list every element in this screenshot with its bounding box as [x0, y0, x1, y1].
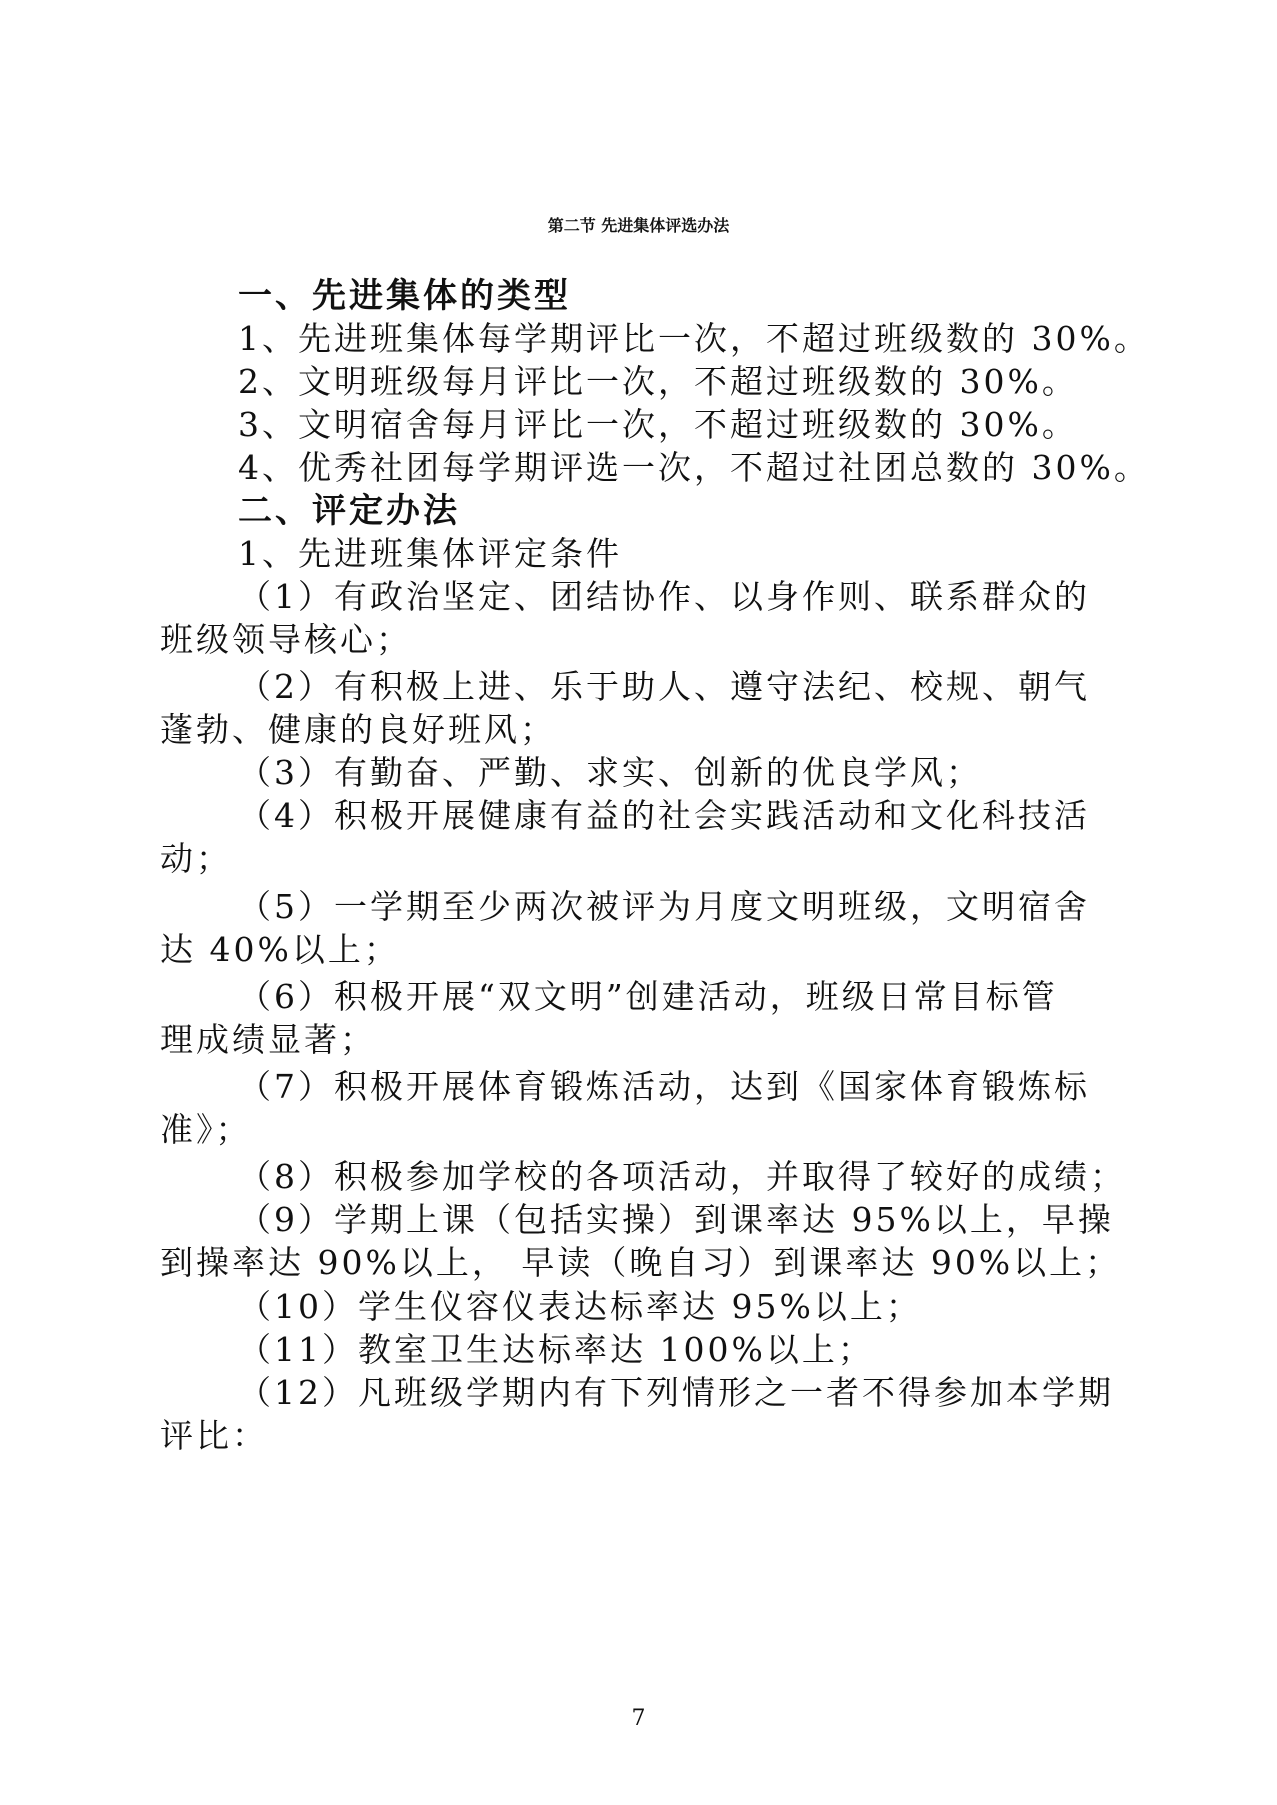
condition-9-continued: 到操率达 90%以上， 早读（晚自习）到课率达 90%以上； [160, 1243, 1122, 1282]
condition-7-continued: 准》； [160, 1110, 252, 1149]
condition-6: （6）积极开展“双文明”创建活动，班级日常目标管 [238, 977, 1058, 1016]
section-title: 第二节 先进集体评选办法 [547, 216, 730, 235]
condition-3: （3）有勤奋、严勤、求实、创新的优良学风； [238, 753, 982, 792]
subheading-class-conditions: 1、先进班集体评定条件 [238, 534, 622, 573]
condition-2-continued: 蓬勃、健康的良好班风； [160, 710, 556, 749]
condition-5-continued: 达 40%以上； [160, 930, 400, 969]
condition-12: （12）凡班级学期内有下列情形之一者不得参加本学期 [238, 1373, 1114, 1412]
condition-10: （10）学生仪容仪表达标率达 95%以上； [238, 1287, 922, 1326]
page-number: 7 [631, 1706, 646, 1731]
condition-2: （2）有积极上进、乐于助人、遵守法纪、校规、朝气 [238, 667, 1090, 706]
condition-11: （11）教室卫生达标率达 100%以上； [238, 1330, 874, 1369]
condition-1-continued: 班级领导核心； [160, 620, 412, 659]
heading-evaluation-method: 二、评定办法 [238, 491, 460, 531]
condition-4: （4）积极开展健康有益的社会实践活动和文化科技活 [238, 796, 1090, 835]
condition-4-continued: 动； [160, 839, 232, 878]
condition-8: （8）积极参加学校的各项活动，并取得了较好的成绩； [238, 1157, 1126, 1196]
type-item-1: 1、先进班集体每学期评比一次，不超过班级数的 30%。 [238, 319, 1150, 358]
condition-7: （7）积极开展体育锻炼活动，达到《国家体育锻炼标 [238, 1067, 1090, 1106]
condition-5: （5）一学期至少两次被评为月度文明班级，文明宿舍 [238, 887, 1090, 926]
type-item-3: 3、文明宿舍每月评比一次，不超过班级数的 30%。 [238, 405, 1078, 444]
condition-6-continued: 理成绩显著； [160, 1020, 376, 1059]
type-item-4: 4、优秀社团每学期评选一次，不超过社团总数的 30%。 [238, 448, 1150, 487]
condition-1: （1）有政治坚定、团结协作、以身作则、联系群众的 [238, 577, 1090, 616]
condition-9: （9）学期上课（包括实操）到课率达 95%以上，早操 [238, 1200, 1114, 1239]
type-item-2: 2、文明班级每月评比一次，不超过班级数的 30%。 [238, 362, 1078, 401]
heading-collective-types: 一、先进集体的类型 [238, 276, 571, 316]
condition-12-continued: 评比： [160, 1416, 268, 1455]
